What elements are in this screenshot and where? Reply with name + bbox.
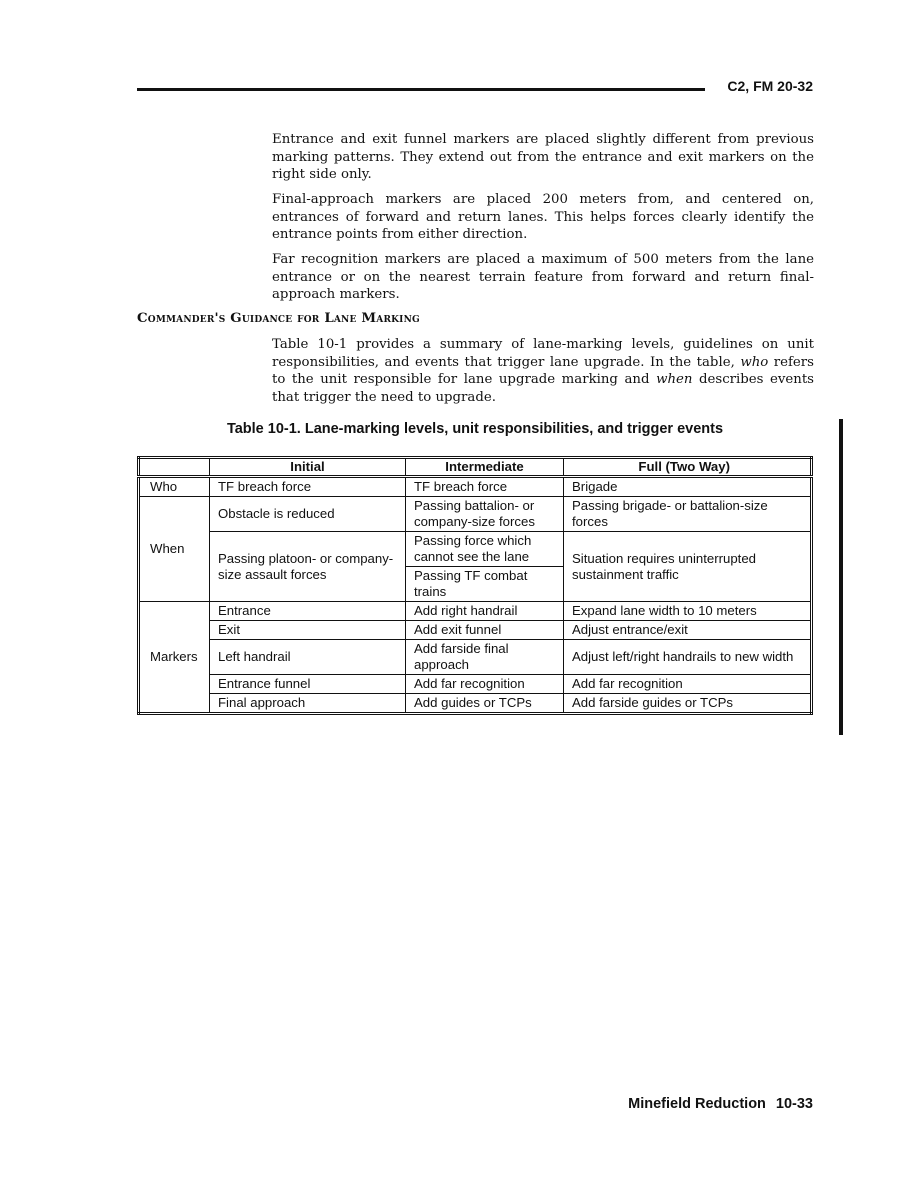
intro-text-c: describes events that trigger the need to upgrade. [272,372,814,405]
table-cell: Passing battalion- or company-size forces [406,497,564,532]
header-cell-full: Full (Two Way) [564,458,812,477]
intro-who: who [740,354,769,370]
table-cell: Passing platoon- or company-size assault forces [210,532,406,602]
table-cell: Expand lane width to 10 meters [564,602,812,621]
table-cell: Passing brigade- or battalion-size forces [564,497,812,532]
running-header: C2, FM 20-32 [727,78,813,94]
intro-text-b: refers to the unit responsible for lane upgrade marking and [272,354,814,387]
table-cell: Brigade [564,477,812,497]
footer-chapter: Minefield Reduction [628,1096,766,1112]
change-bar [839,419,843,735]
table-cell: Left handrail [210,640,406,675]
table-row [139,675,812,694]
header-rule [137,88,705,91]
header-cell-intermediate: Intermediate [406,458,564,477]
table-cell: Add farside guides or TCPs [564,694,812,714]
table-cell: Exit [210,621,406,640]
table-cell: Entrance [210,602,406,621]
table-cell: Final approach [210,694,406,714]
table-row [139,477,812,497]
header-cell-blank [139,458,210,477]
footer-page-number: 10-33 [775,1096,813,1112]
intro-text-a: Table 10-1 provides a summary of lane-marking levels, guidelines on unit responsibilities, and events that trigger lane upgrade. In the table, [272,337,814,370]
running-footer [628,1096,813,1112]
table-row [139,640,812,675]
table-cell: Obstacle is reduced [210,497,406,532]
section-heading: Commander's Guidance for Lane Marking [137,311,420,326]
header-cell-initial: Initial [210,458,406,477]
lane-marking-table [137,456,813,715]
table-row [139,694,812,714]
table-cell: Add far recognition [564,675,812,694]
table-cell: TF breach force [210,477,406,497]
table-cell: Add right handrail [406,602,564,621]
table-row [139,602,812,621]
table-cell: Add far recognition [406,675,564,694]
table-cell: Add exit funnel [406,621,564,640]
table-row [139,621,812,640]
table-cell: TF breach force [406,477,564,497]
table-cell: Situation requires uninterrupted sustainment traffic [564,532,812,602]
table-cell: Passing TF combat trains [406,567,564,602]
table-row [139,497,812,532]
table-cell: Add farside final approach [406,640,564,675]
table-cell: Add guides or TCPs [406,694,564,714]
table-header-row [139,458,812,477]
row-label-markers: Markers [139,602,210,714]
intro-when: when [656,372,693,387]
table-cell: Adjust entrance/exit [564,621,812,640]
paragraph-funnel-markers: Entrance and exit funnel markers are placed slightly different from previous marking patterns. They extend out from the entrance and exit markers on the right side only. [272,132,814,182]
table-cell: Passing force which cannot see the lane [406,532,564,567]
row-label-who: Who [139,477,210,497]
paragraph-far-recognition-markers: Far recognition markers are placed a maximum of 500 meters from the lane entrance or on the nearest terrain feature from forward and return final-approach markers. [272,252,814,302]
table-title: Table 10-1. Lane-marking levels, unit responsibilities, and trigger events [226,421,724,437]
table-row [139,532,812,567]
paragraph-final-approach-markers: Final-approach markers are placed 200 meters from, and centered on, entrances of forward and return lanes. This helps forces clearly identify the entrance points from either direction. [272,192,814,242]
paragraph-table-intro [272,336,814,406]
table-cell: Entrance funnel [210,675,406,694]
table-cell: Adjust left/right handrails to new width [564,640,812,675]
row-label-when: When [139,497,210,602]
